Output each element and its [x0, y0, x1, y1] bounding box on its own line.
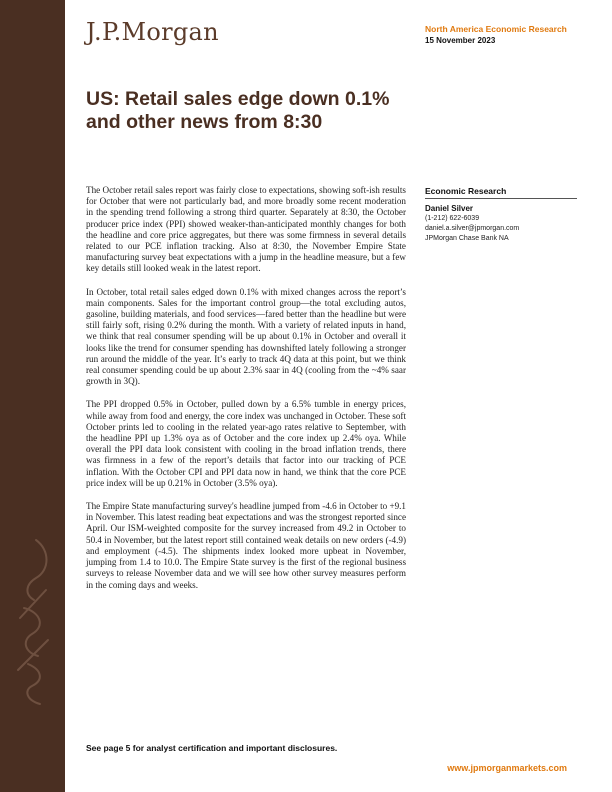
sidebar-band [0, 0, 65, 792]
brand-logo: J.P.Morgan [86, 18, 219, 46]
analyst-section-heading: Economic Research [425, 186, 577, 199]
analyst-email[interactable]: daniel.a.silver@jpmorgan.com [425, 225, 520, 232]
research-unit: North America Economic Research [425, 24, 567, 34]
analyst-entity: JPMorgan Chase Bank NA [425, 235, 509, 242]
jpmorgan-script-logo [6, 530, 62, 710]
page-title: US: Retail sales edge down 0.1% and other news from 8:30 [86, 88, 390, 133]
paragraph: The PPI dropped 0.5% in October, pulled down by a 6.5% tumble in energy prices, while away from food and energy, the core index was unchanged in October. These soft October prints led to cooling in the related year-ago rates relative to September, with the headline PPI up 1.3% oya as of October and the core index up 2.4% oya. While overall the PPI data look consistent with cooling in the broad inflation trends, there was firmness in a few of the report’s details that factor into our tracking of PCE inflation. With the October CPI and PPI data now in hand, we think that the core PCE price index will be up 0.21% in October (3.5% oya). [86, 399, 406, 488]
analyst-box [425, 186, 577, 244]
article-body [86, 185, 406, 603]
paragraph: The October retail sales report was fairly close to expectations, showing soft-ish results for October that were not particularly bad, and more broadly some recent moderation in the spending trend following a strong third quarter. Separately at 8:30, the October producer price index (PPI) showed weaker-than-anticipated monthly changes for both the headline and core price aggregates, but there was some firmness in several details related to our PCE inflation tracking. Also at 8:30, the November Empire State manufacturing survey beat expectations with a jump in the headline measure, but a few key details still looked weak in the latest report. [86, 185, 406, 274]
report-header [425, 24, 567, 46]
analyst-phone: (1-212) 622-6039 [425, 215, 480, 222]
report-date: 15 November 2023 [425, 36, 496, 45]
paragraph: In October, total retail sales edged down 0.1% with mixed changes across the report’s main components. Sales for the important control group—the total excluding autos, gasoline, building materials, and food services—fared better than the headline but were still fairly soft, rising 0.2% during the month. With a variety of related inputs in hand, we think that real consumer spending will be up about 0.1% in October and overall it looks like the trend for consumer spending has downshifted lately following a stronger run around the middle of the year. It’s early to track 4Q data at this point, but we think real consumer spending could be up about 2.3% saar in 4Q (cooling from the ~4% saar growth in 3Q). [86, 286, 406, 387]
paragraph: The Empire State manufacturing survey's headline jumped from -4.6 in October to +9.1 in November. This latest reading beat expectations and was the strongest reported since April. Our ISM-weighted composite for the survey increased from 49.2 in October to 50.4 in November, but the latest report still contained weak details on new orders (-4.9) and employment (-4.5). The shipments index looked more upbeat in November, jumping from 1.4 to 10.0. The Empire State survey is the first of the regional business surveys to release November data and we will see how other survey measures perform in the coming days and weeks. [86, 501, 406, 590]
analyst-name: Daniel Silver [425, 204, 474, 213]
disclosure-note: See page 5 for analyst certification and important disclosures. [86, 743, 338, 753]
website-link[interactable]: www.jpmorganmarkets.com [447, 763, 567, 773]
